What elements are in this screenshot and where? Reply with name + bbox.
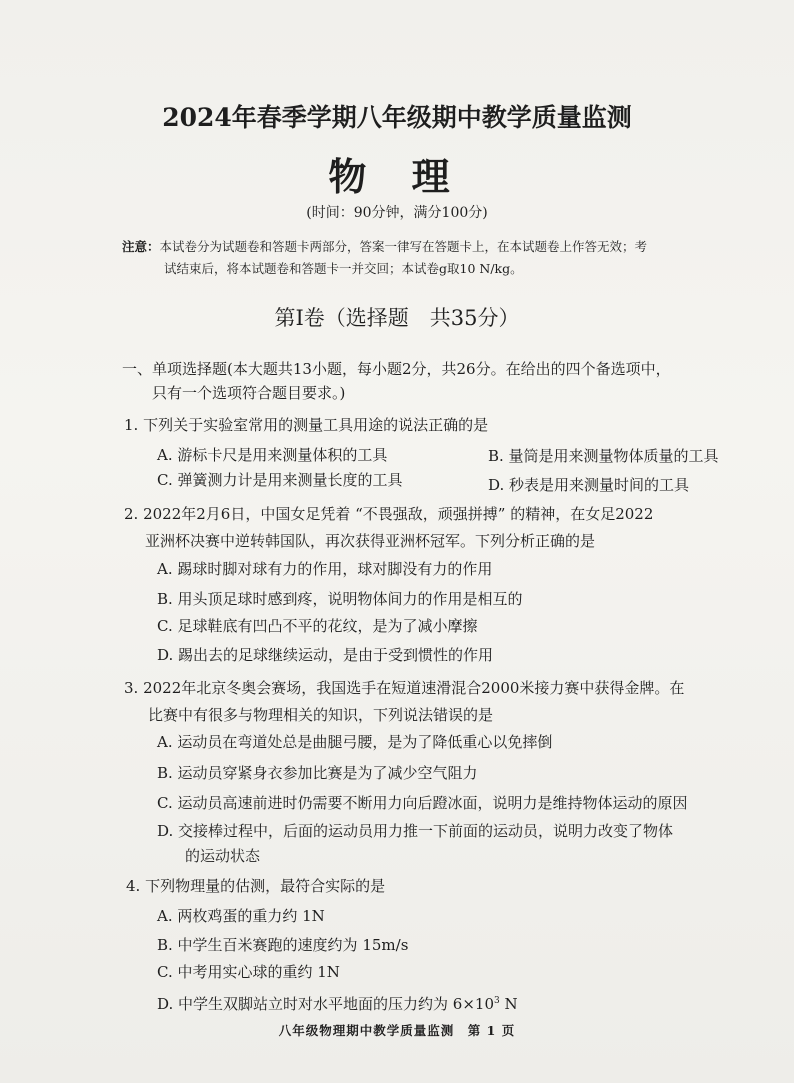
q2-stem-line2: 亚洲杯决赛中逆转韩国队，再次获得亚洲杯冠军。下列分析正确的是 <box>145 532 596 550</box>
q4-option-b: B. 中学生百米赛跑的速度约为 15m/s <box>157 936 409 954</box>
q2-option-b: B. 用头顶足球时感到疼，说明物体间力的作用是相互的 <box>157 590 523 608</box>
notice-line-1: 本试卷分为试题卷和答题卡两部分，答案一律写在答题卡上，在本试题卷上作答无效；考 <box>159 239 648 254</box>
q1-stem: 1. 下列关于实验室常用的测量工具用途的说法正确的是 <box>124 416 489 434</box>
notice-label: 注意： <box>122 239 160 254</box>
part1-heading-line1: 一、单项选择题(本大题共13小题，每小题2分，共26分。在给出的四个备选项中， <box>122 360 671 378</box>
q2-option-a: A. 踢球时脚对球有力的作用，球对脚没有力的作用 <box>157 560 493 578</box>
q3-stem-line2: 比赛中有很多与物理相关的知识，下列说法错误的是 <box>148 706 494 724</box>
section-title: 第Ⅰ卷（选择题 共35分） <box>274 306 520 330</box>
q4-option-d <box>157 991 518 1014</box>
q1-option-c: C. 弹簧测力计是用来测量长度的工具 <box>157 471 403 489</box>
q2-stem-line1: 2. 2022年2月6日，中国女足凭着 “不畏强敌，顽强拼搏” 的精神，在女足2022 <box>124 505 654 523</box>
q3-option-c: C. 运动员高速前进时仍需要不断用力向后蹬冰面，说明力是维持物体运动的原因 <box>157 794 688 812</box>
notice-block <box>122 236 762 280</box>
q1-option-a: A. 游标卡尺是用来测量体积的工具 <box>157 446 388 464</box>
part1-heading-line2: 只有一个选项符合题目要求。) <box>152 384 346 402</box>
exam-title: 2024年春季学期八年级期中教学质量监测 <box>162 103 632 132</box>
q4-option-d-exponent: 3 <box>494 996 500 1006</box>
q3-option-d-line1: D. 交接棒过程中，后面的运动员用力推一下前面的运动员，说明力改变了物体 <box>157 822 674 840</box>
q3-option-a: A. 运动员在弯道处总是曲腿弓腰，是为了降低重心以免摔倒 <box>157 733 553 751</box>
q4-option-d-text: D. 中学生双脚站立时对水平地面的压力约为 6×10 <box>157 995 494 1013</box>
q1-option-d: D. 秒表是用来测量时间的工具 <box>488 476 690 494</box>
notice-line-2: 试结束后，将本试题卷和答题卡一并交回；本试卷g取10 N/kg。 <box>164 261 523 276</box>
page-footer: 八年级物理期中教学质量监测 第 1 页 <box>278 1023 516 1038</box>
q1-option-b: B. 量筒是用来测量物体质量的工具 <box>488 447 719 465</box>
q4-stem: 4. 下列物理量的估测，最符合实际的是 <box>126 877 386 895</box>
subject-title: 物 理 <box>328 154 466 199</box>
q3-option-d-line2: 的运动状态 <box>185 847 261 865</box>
q4-option-a: A. 两枚鸡蛋的重力约 1N <box>157 907 325 925</box>
q2-option-d: D. 踢出去的足球继续运动，是由于受到惯性的作用 <box>157 646 494 664</box>
q3-option-b: B. 运动员穿紧身衣参加比赛是为了减少空气阻力 <box>157 764 478 782</box>
time-info: (时间：90分钟，满分100分) <box>306 205 488 221</box>
q4-option-c: C. 中考用实心球的重约 1N <box>157 963 340 981</box>
q3-stem-line1: 3. 2022年北京冬奥会赛场，我国选手在短道速滑混合2000米接力赛中获得金牌。在 <box>124 679 685 697</box>
q4-option-d-unit: N <box>499 995 518 1013</box>
q2-option-c: C. 足球鞋底有凹凸不平的花纹，是为了减小摩擦 <box>157 617 478 635</box>
